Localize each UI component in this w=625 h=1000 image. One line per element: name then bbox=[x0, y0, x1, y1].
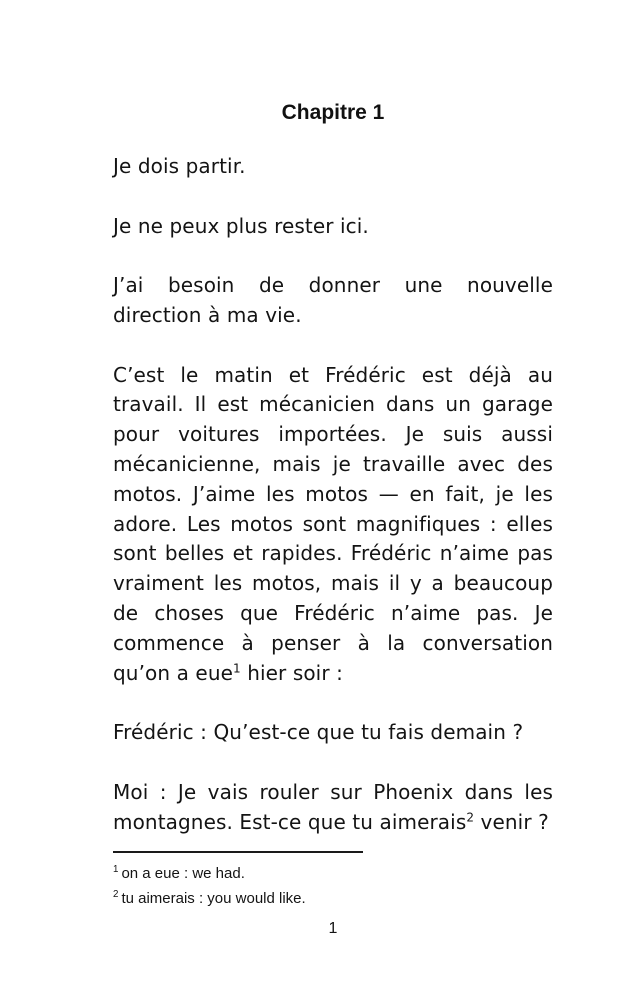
footnote-2 bbox=[113, 886, 553, 911]
chapter-title: Chapitre 1 bbox=[281, 101, 385, 124]
page-number: 1 bbox=[328, 920, 338, 937]
footnote-ref-1: 1 bbox=[233, 660, 241, 675]
paragraph-6-text: Moi : Je vais rouler sur Phoenix dans les montagnes. Est-ce que tu aimerais bbox=[113, 779, 553, 834]
footnote-divider bbox=[113, 851, 363, 853]
paragraph-6-text-after-ref: venir ? bbox=[474, 809, 549, 834]
footnote-1 bbox=[113, 861, 553, 886]
paragraph-6-dialogue-moi bbox=[113, 778, 553, 838]
paragraph-4-text: C’est le matin et Frédéric est déjà au travail. Il est mécanicien dans un garage pour voitures importées. Je suis aussi mécanicienne, mais je travaille avec des motos. J’aime les motos — en fait, je les adore. Les motos sont magnifiques : elles sont belles et rapides. Frédéric n’aime pas vraiment les motos, mais il y a beaucoup de choses que Frédéric n’aime pas. Je commence à penser à la conversation qu’on a eue bbox=[113, 362, 553, 685]
paragraph-2: Je ne peux plus rester ici. bbox=[113, 213, 369, 238]
paragraph-3: J’ai besoin de donner une nouvelle direction à ma vie. bbox=[113, 273, 553, 327]
text-block bbox=[113, 98, 553, 837]
footnote-1-marker: 1 bbox=[113, 864, 119, 875]
paragraph-1: Je dois partir. bbox=[113, 154, 246, 178]
footnote-2-text: tu aimerais : you would like. bbox=[121, 890, 306, 907]
footnote-2-marker: 2 bbox=[113, 889, 119, 900]
paragraph-4 bbox=[113, 361, 553, 689]
footnote-1-text: on a eue : we had. bbox=[121, 865, 245, 882]
footnotes-section bbox=[113, 851, 553, 911]
paragraph-5-dialogue-frederic: Frédéric : Qu’est-ce que tu fais demain ? bbox=[113, 720, 524, 745]
footnote-ref-2: 2 bbox=[466, 809, 475, 824]
paragraph-4-text-after-ref: hier soir : bbox=[240, 660, 343, 685]
